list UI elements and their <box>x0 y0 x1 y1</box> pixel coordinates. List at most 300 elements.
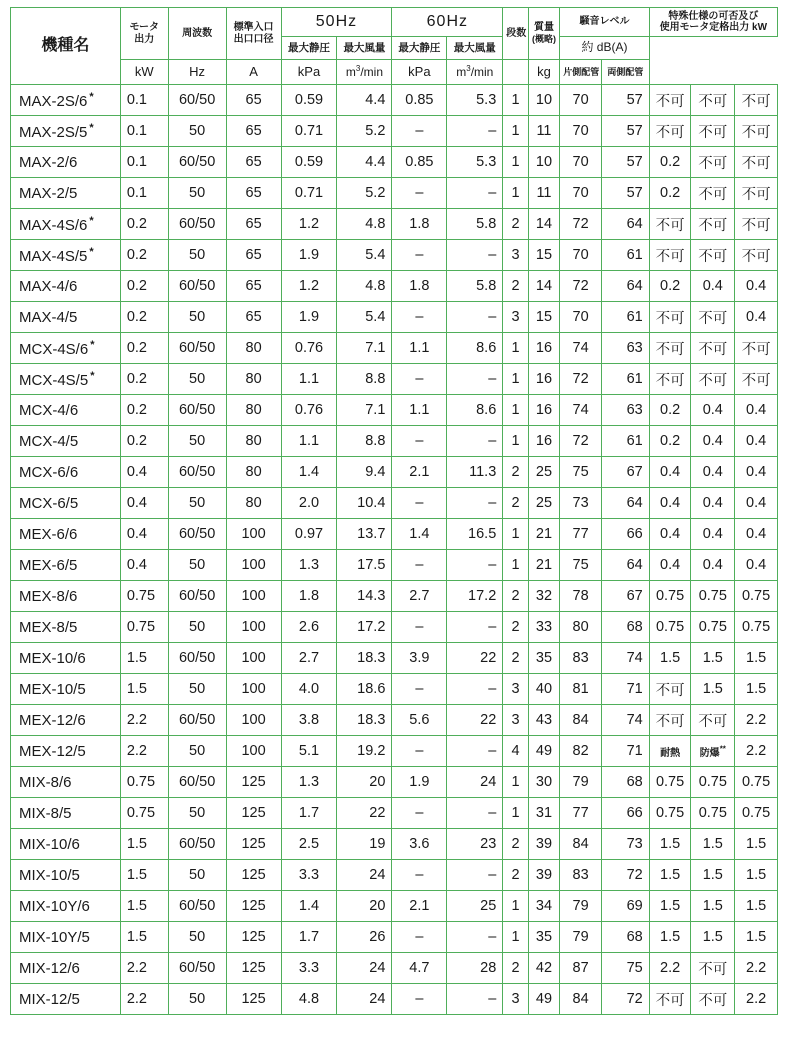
cell-frequency <box>168 612 226 643</box>
cell-50hz-max-static <box>281 240 337 271</box>
cell-frequency-value: 60/50 <box>178 154 216 170</box>
cell-motor-kw <box>120 488 168 519</box>
cell-outdoor-value: 1.5 <box>746 836 767 852</box>
cell-50hz-max-flow <box>337 736 392 767</box>
cell-mass <box>528 488 560 519</box>
cell-50hz-max-static <box>281 891 337 922</box>
cell-inlet-diameter-value: 80 <box>245 402 262 418</box>
cell-60hz-max-flow <box>447 705 503 736</box>
cell-outdoor-value: 0.75 <box>741 774 771 790</box>
cell-60hz-max-flow <box>447 519 503 550</box>
cell-noise-both-sides-value: 57 <box>626 185 643 201</box>
cell-stages <box>503 116 528 147</box>
cell-mass-value: 35 <box>535 650 553 666</box>
cell-motor-kw <box>120 984 168 1015</box>
cell-explosion-proof-value: 不可 <box>698 341 728 358</box>
cell-outdoor-value: 0.75 <box>741 619 771 635</box>
cell-heat-resistant <box>649 519 691 550</box>
cell-inlet-diameter <box>226 364 281 395</box>
table-row <box>11 581 778 612</box>
cell-frequency-value: 50 <box>189 929 206 945</box>
cell-outdoor <box>735 767 778 798</box>
cell-60hz-max-flow <box>447 488 503 519</box>
cell-noise-one-side-value: 83 <box>572 867 589 883</box>
cell-stages <box>503 364 528 395</box>
cell-motor-kw-value: 0.2 <box>126 309 148 325</box>
header-noise-line1: 騒音レベル <box>579 16 630 28</box>
cell-motor-kw <box>120 85 168 116</box>
cell-50hz-max-flow <box>337 302 392 333</box>
cell-frequency-value: 50 <box>189 867 206 883</box>
cell-explosion-proof <box>691 829 735 860</box>
cell-noise-one-side <box>560 271 602 302</box>
cell-heat-resistant-value: 0.4 <box>660 557 681 573</box>
cell-frequency <box>168 581 226 612</box>
cell-inlet-diameter <box>226 705 281 736</box>
header-mass-line2: (概略) <box>531 33 556 44</box>
header-inlet-line1: 標準入口 <box>233 22 274 33</box>
cell-model <box>11 922 121 953</box>
cell-stages <box>503 85 528 116</box>
cell-noise-one-side-value: 84 <box>572 836 589 852</box>
cell-60hz-max-flow <box>447 860 503 891</box>
cell-50hz-max-flow-value: 24 <box>369 867 386 883</box>
cell-heat-resistant <box>649 581 691 612</box>
cell-60hz-max-flow-value: – <box>488 123 497 139</box>
cell-frequency <box>168 860 226 891</box>
cell-mass <box>528 395 560 426</box>
cell-stages <box>503 736 528 767</box>
cell-mass-value: 15 <box>535 309 553 325</box>
cell-60hz-max-flow-value: 5.3 <box>476 154 497 170</box>
cell-stages <box>503 302 528 333</box>
cell-heat-resistant <box>649 767 691 798</box>
cell-50hz-max-static-value: 2.6 <box>298 619 320 635</box>
cell-50hz-max-flow-value: 4.8 <box>365 216 386 232</box>
cell-explosion-proof-value: 0.4 <box>702 495 723 511</box>
cell-heat-resistant-value: 不可 <box>655 713 685 730</box>
cell-50hz-max-flow-value: 9.4 <box>365 464 386 480</box>
cell-heat-resistant <box>649 705 691 736</box>
cell-mass <box>528 364 560 395</box>
model-name: MCX-4/5 <box>19 432 79 450</box>
table-row <box>11 395 778 426</box>
cell-heat-resistant <box>649 922 691 953</box>
cell-frequency-value: 60/50 <box>178 526 216 542</box>
cell-mass-value: 14 <box>535 216 553 232</box>
table-row <box>11 364 778 395</box>
cell-outdoor-value: 不可 <box>741 124 771 141</box>
table-row <box>11 612 778 643</box>
cell-noise-both-sides-value: 71 <box>626 681 643 697</box>
cell-outdoor <box>735 395 778 426</box>
cell-explosion-proof <box>691 240 735 271</box>
cell-motor-kw-value: 2.2 <box>126 960 148 976</box>
cell-outdoor-value: 2.2 <box>746 712 767 728</box>
cell-heat-resistant <box>649 116 691 147</box>
cell-frequency-value: 50 <box>189 309 206 325</box>
cell-inlet-diameter-value: 125 <box>241 805 266 821</box>
table-row <box>11 767 778 798</box>
cell-60hz-max-flow-value: – <box>488 805 497 821</box>
cell-50hz-max-flow-value: 20 <box>369 774 386 790</box>
cell-frequency-value: 50 <box>189 247 206 263</box>
cell-frequency <box>168 488 226 519</box>
cell-inlet-diameter <box>226 240 281 271</box>
table-row <box>11 271 778 302</box>
cell-outdoor <box>735 612 778 643</box>
cell-50hz-max-static <box>281 209 337 240</box>
cell-50hz-max-flow-value: 17.5 <box>357 557 386 573</box>
cell-noise-one-side-value: 74 <box>572 340 589 356</box>
cell-noise-both-sides-value: 61 <box>626 309 643 325</box>
header-stages: 段数 <box>503 8 528 60</box>
cell-outdoor-value: 0.4 <box>746 464 767 480</box>
cell-heat-resistant-value: 2.2 <box>660 960 681 976</box>
cell-frequency-value: 60/50 <box>178 340 216 356</box>
cell-60hz-max-static-value: 2.7 <box>409 588 430 604</box>
cell-heat-resistant-value: 1.5 <box>660 867 681 883</box>
cell-inlet-diameter-value: 65 <box>245 247 262 263</box>
table-row <box>11 891 778 922</box>
cell-mass-value: 39 <box>535 836 553 852</box>
cell-explosion-proof <box>691 178 735 209</box>
cell-motor-kw-value: 0.75 <box>126 805 156 821</box>
cell-stages-value: 1 <box>511 526 520 542</box>
table-row <box>11 643 778 674</box>
cell-outdoor-value: 0.75 <box>741 588 771 604</box>
cell-60hz-max-static-value: – <box>415 309 424 325</box>
header-motor-output <box>120 8 168 60</box>
cell-50hz-max-static-value: 0.71 <box>294 185 324 201</box>
cell-outdoor <box>735 147 778 178</box>
cell-noise-one-side-value: 74 <box>572 402 589 418</box>
cell-frequency-value: 60/50 <box>178 898 216 914</box>
cell-heat-resistant-value: 不可 <box>655 124 685 141</box>
model-name: MAX-2S/6 <box>19 92 88 110</box>
cell-noise-both-sides-value: 71 <box>626 743 643 759</box>
cell-60hz-max-static <box>392 364 447 395</box>
cell-inlet-diameter-value: 125 <box>241 960 266 976</box>
cell-noise-one-side <box>560 147 602 178</box>
cell-motor-kw-value: 0.2 <box>126 216 148 232</box>
cell-stages-value: 2 <box>511 216 520 232</box>
cell-noise-both-sides <box>601 984 649 1015</box>
cell-stages <box>503 891 528 922</box>
cell-outdoor <box>735 116 778 147</box>
cell-outdoor-value: 0.4 <box>746 278 767 294</box>
cell-noise-both-sides-value: 67 <box>626 464 643 480</box>
cell-explosion-proof <box>691 488 735 519</box>
cell-50hz-max-flow <box>337 85 392 116</box>
cell-noise-one-side <box>560 333 602 364</box>
cell-frequency-value: 60/50 <box>178 588 216 604</box>
cell-outdoor <box>735 860 778 891</box>
cell-stages-value: 2 <box>511 495 520 511</box>
cell-stages-value: 1 <box>511 898 520 914</box>
cell-60hz-max-static <box>392 271 447 302</box>
cell-50hz-max-static <box>281 953 337 984</box>
cell-mass-value: 21 <box>535 526 553 542</box>
cell-50hz-max-static-value: 1.2 <box>298 216 320 232</box>
cell-frequency-value: 50 <box>189 991 206 1007</box>
cell-motor-kw-value: 0.1 <box>126 92 148 108</box>
cell-explosion-proof <box>691 550 735 581</box>
cell-mass <box>528 705 560 736</box>
cell-outdoor-value: 0.4 <box>746 433 767 449</box>
cell-50hz-max-flow <box>337 488 392 519</box>
cell-noise-both-sides <box>601 581 649 612</box>
cell-heat-resistant-value: 不可 <box>655 682 685 699</box>
cell-60hz-max-static <box>392 860 447 891</box>
cell-outdoor-value: 0.4 <box>746 557 767 573</box>
cell-noise-both-sides-value: 57 <box>626 154 643 170</box>
cell-outdoor-value: 0.4 <box>746 402 767 418</box>
cell-mass-value: 14 <box>535 278 553 294</box>
cell-explosion-proof <box>691 953 735 984</box>
cell-stages <box>503 922 528 953</box>
cell-50hz-max-static-value: 1.7 <box>298 805 320 821</box>
cell-stages-value: 1 <box>511 123 520 139</box>
spec-table <box>10 7 778 1015</box>
table-body <box>11 85 778 1015</box>
cell-model <box>11 240 121 271</box>
cell-50hz-max-flow-value: 18.3 <box>357 650 386 666</box>
cell-heat-resistant-value: 0.2 <box>660 433 681 449</box>
cell-noise-both-sides-value: 73 <box>626 836 643 852</box>
cell-outdoor <box>735 953 778 984</box>
cell-mass <box>528 550 560 581</box>
header-60hz-max-flow: 最大風量 <box>447 37 503 60</box>
cell-explosion-proof-value: 0.75 <box>698 619 727 635</box>
cell-inlet-diameter-value: 100 <box>241 526 266 542</box>
cell-noise-one-side-value: 78 <box>572 588 589 604</box>
cell-50hz-max-static-value: 1.8 <box>298 588 320 604</box>
cell-inlet-diameter <box>226 147 281 178</box>
model-name: MAX-2S/5 <box>19 123 88 141</box>
cell-50hz-max-flow-value: 19 <box>369 836 386 852</box>
cell-noise-both-sides-value: 63 <box>626 402 643 418</box>
cell-outdoor <box>735 922 778 953</box>
cell-model <box>11 550 121 581</box>
cell-60hz-max-static <box>392 116 447 147</box>
header-60hz-max-static: 最大静圧 <box>392 37 447 60</box>
cell-mass-value: 49 <box>535 991 553 1007</box>
cell-noise-one-side-value: 72 <box>572 278 589 294</box>
cell-50hz-max-static-value: 0.97 <box>294 526 324 542</box>
cell-50hz-max-flow <box>337 829 392 860</box>
cell-60hz-max-static-value: – <box>415 495 424 511</box>
cell-mass <box>528 860 560 891</box>
cell-outdoor <box>735 736 778 767</box>
cell-model <box>11 147 121 178</box>
cell-60hz-max-flow-value: – <box>488 619 497 635</box>
cell-stages-value: 3 <box>511 991 520 1007</box>
cell-60hz-max-static-value: 2.1 <box>409 464 430 480</box>
model-name: MIX-10Y/5 <box>19 928 90 946</box>
cell-motor-kw <box>120 333 168 364</box>
cell-frequency <box>168 643 226 674</box>
cell-noise-both-sides <box>601 395 649 426</box>
cell-60hz-max-flow <box>447 550 503 581</box>
cell-50hz-max-static <box>281 395 337 426</box>
cell-mass-value: 35 <box>535 929 553 945</box>
cell-motor-kw <box>120 550 168 581</box>
cell-50hz-max-flow <box>337 116 392 147</box>
cell-60hz-max-static-value: – <box>415 185 424 201</box>
cell-60hz-max-static-value: 1.8 <box>409 216 430 232</box>
cell-mass <box>528 581 560 612</box>
cell-heat-resistant-value: 0.75 <box>655 774 685 790</box>
cell-noise-one-side <box>560 364 602 395</box>
cell-motor-kw <box>120 302 168 333</box>
cell-60hz-max-static <box>392 519 447 550</box>
cell-model <box>11 488 121 519</box>
cell-stages <box>503 767 528 798</box>
cell-noise-both-sides-value: 57 <box>626 123 643 139</box>
cell-60hz-max-static-value: – <box>415 867 424 883</box>
cell-50hz-max-static-value: 1.3 <box>298 774 320 790</box>
cell-outdoor <box>735 240 778 271</box>
cell-explosion-proof-value: 1.5 <box>702 681 723 697</box>
cell-heat-resistant <box>649 953 691 984</box>
cell-50hz-max-flow <box>337 457 392 488</box>
cell-explosion-proof <box>691 767 735 798</box>
cell-explosion-proof <box>691 209 735 240</box>
cell-outdoor <box>735 364 778 395</box>
model-name: MIX-10/5 <box>19 866 80 884</box>
cell-inlet-diameter <box>226 116 281 147</box>
cell-motor-kw-value: 0.2 <box>126 371 148 387</box>
cell-mass <box>528 767 560 798</box>
cell-motor-kw <box>120 395 168 426</box>
cell-frequency <box>168 209 226 240</box>
cell-heat-resistant-value: 不可 <box>655 217 685 234</box>
table-row <box>11 798 778 829</box>
cell-heat-resistant <box>649 550 691 581</box>
cell-noise-one-side-value: 77 <box>572 526 589 542</box>
cell-50hz-max-static-value: 1.1 <box>298 371 320 387</box>
cell-mass <box>528 85 560 116</box>
cell-60hz-max-static <box>392 953 447 984</box>
cell-heat-resistant <box>649 612 691 643</box>
cell-50hz-max-flow-value: 24 <box>369 960 386 976</box>
cell-stages-value: 1 <box>511 557 520 573</box>
cell-mass-value: 16 <box>535 433 553 449</box>
cell-heat-resistant-value: 0.4 <box>660 495 681 511</box>
cell-50hz-max-flow <box>337 953 392 984</box>
cell-60hz-max-static <box>392 798 447 829</box>
cell-heat-resistant-value: 不可 <box>655 992 685 1009</box>
cell-50hz-max-flow <box>337 426 392 457</box>
cell-50hz-max-flow <box>337 395 392 426</box>
cell-stages <box>503 643 528 674</box>
asterisk-mark: * <box>90 338 95 351</box>
cell-heat-resistant <box>649 426 691 457</box>
cell-60hz-max-flow-value: 8.6 <box>476 402 497 418</box>
cell-50hz-max-flow <box>337 767 392 798</box>
cell-outdoor-value: 不可 <box>741 155 771 172</box>
cell-explosion-proof-value: 0.4 <box>702 433 723 449</box>
cell-noise-one-side <box>560 457 602 488</box>
cell-motor-kw <box>120 674 168 705</box>
cell-60hz-max-static-value: – <box>415 805 424 821</box>
cell-stages-value: 2 <box>511 588 520 604</box>
cell-outdoor-value: 不可 <box>741 93 771 110</box>
cell-outdoor <box>735 85 778 116</box>
cell-50hz-max-static-value: 4.0 <box>298 681 320 697</box>
cell-stages <box>503 612 528 643</box>
cell-heat-resistant-value: 不可 <box>655 93 685 110</box>
cell-50hz-max-static <box>281 860 337 891</box>
cell-frequency-value: 60/50 <box>178 464 216 480</box>
cell-50hz-max-flow <box>337 271 392 302</box>
header-special-line2: 使用モータ定格出力 kW <box>659 22 768 33</box>
cell-explosion-proof-value: 1.5 <box>702 836 723 852</box>
cell-heat-resistant-value: 1.5 <box>660 836 681 852</box>
header-frequency: 周波数 <box>168 8 226 60</box>
cell-noise-one-side-value: 70 <box>572 154 589 170</box>
table-row <box>11 178 778 209</box>
cell-50hz-max-static-value: 2.0 <box>298 495 320 511</box>
cell-noise-both-sides <box>601 271 649 302</box>
cell-60hz-max-flow-value: 5.8 <box>476 278 497 294</box>
cell-60hz-max-flow <box>447 240 503 271</box>
cell-frequency-value: 50 <box>189 495 206 511</box>
cell-60hz-max-static <box>392 178 447 209</box>
header-motor-line2: 出力 <box>134 33 155 45</box>
cell-noise-one-side <box>560 581 602 612</box>
cell-60hz-max-static <box>392 612 447 643</box>
cell-50hz-max-static <box>281 271 337 302</box>
table-row <box>11 674 778 705</box>
cell-frequency <box>168 457 226 488</box>
unit-flow-pre: m <box>345 65 356 80</box>
table-row <box>11 302 778 333</box>
cell-heat-resistant-value: 0.2 <box>660 154 681 170</box>
cell-inlet-diameter <box>226 891 281 922</box>
cell-outdoor-value: 0.4 <box>746 495 767 511</box>
cell-heat-resistant <box>649 643 691 674</box>
cell-50hz-max-flow-value: 19.2 <box>357 743 386 759</box>
cell-noise-one-side-value: 79 <box>572 774 589 790</box>
cell-heat-resistant <box>649 240 691 271</box>
table-row <box>11 984 778 1015</box>
cell-motor-kw <box>120 798 168 829</box>
cell-mass <box>528 953 560 984</box>
model-name: MEX-10/6 <box>19 649 86 667</box>
cell-mass <box>528 240 560 271</box>
header-50hz: 50Hz <box>281 8 392 37</box>
cell-inlet-diameter <box>226 333 281 364</box>
cell-noise-both-sides <box>601 643 649 674</box>
cell-outdoor <box>735 581 778 612</box>
cell-inlet-diameter-value: 100 <box>241 650 266 666</box>
table-row <box>11 736 778 767</box>
cell-noise-both-sides-value: 74 <box>626 712 643 728</box>
cell-frequency <box>168 984 226 1015</box>
cell-inlet-diameter-value: 65 <box>245 154 262 170</box>
cell-motor-kw-value: 2.2 <box>126 743 148 759</box>
cell-noise-both-sides-value: 68 <box>626 619 643 635</box>
cell-explosion-proof-value: 不可 <box>698 992 728 1009</box>
cell-noise-one-side-value: 70 <box>572 247 589 263</box>
cell-motor-kw-value: 0.1 <box>126 123 148 139</box>
cell-noise-one-side-value: 79 <box>572 929 589 945</box>
cell-mass <box>528 612 560 643</box>
cell-60hz-max-static <box>392 829 447 860</box>
cell-60hz-max-flow-value: – <box>488 929 497 945</box>
